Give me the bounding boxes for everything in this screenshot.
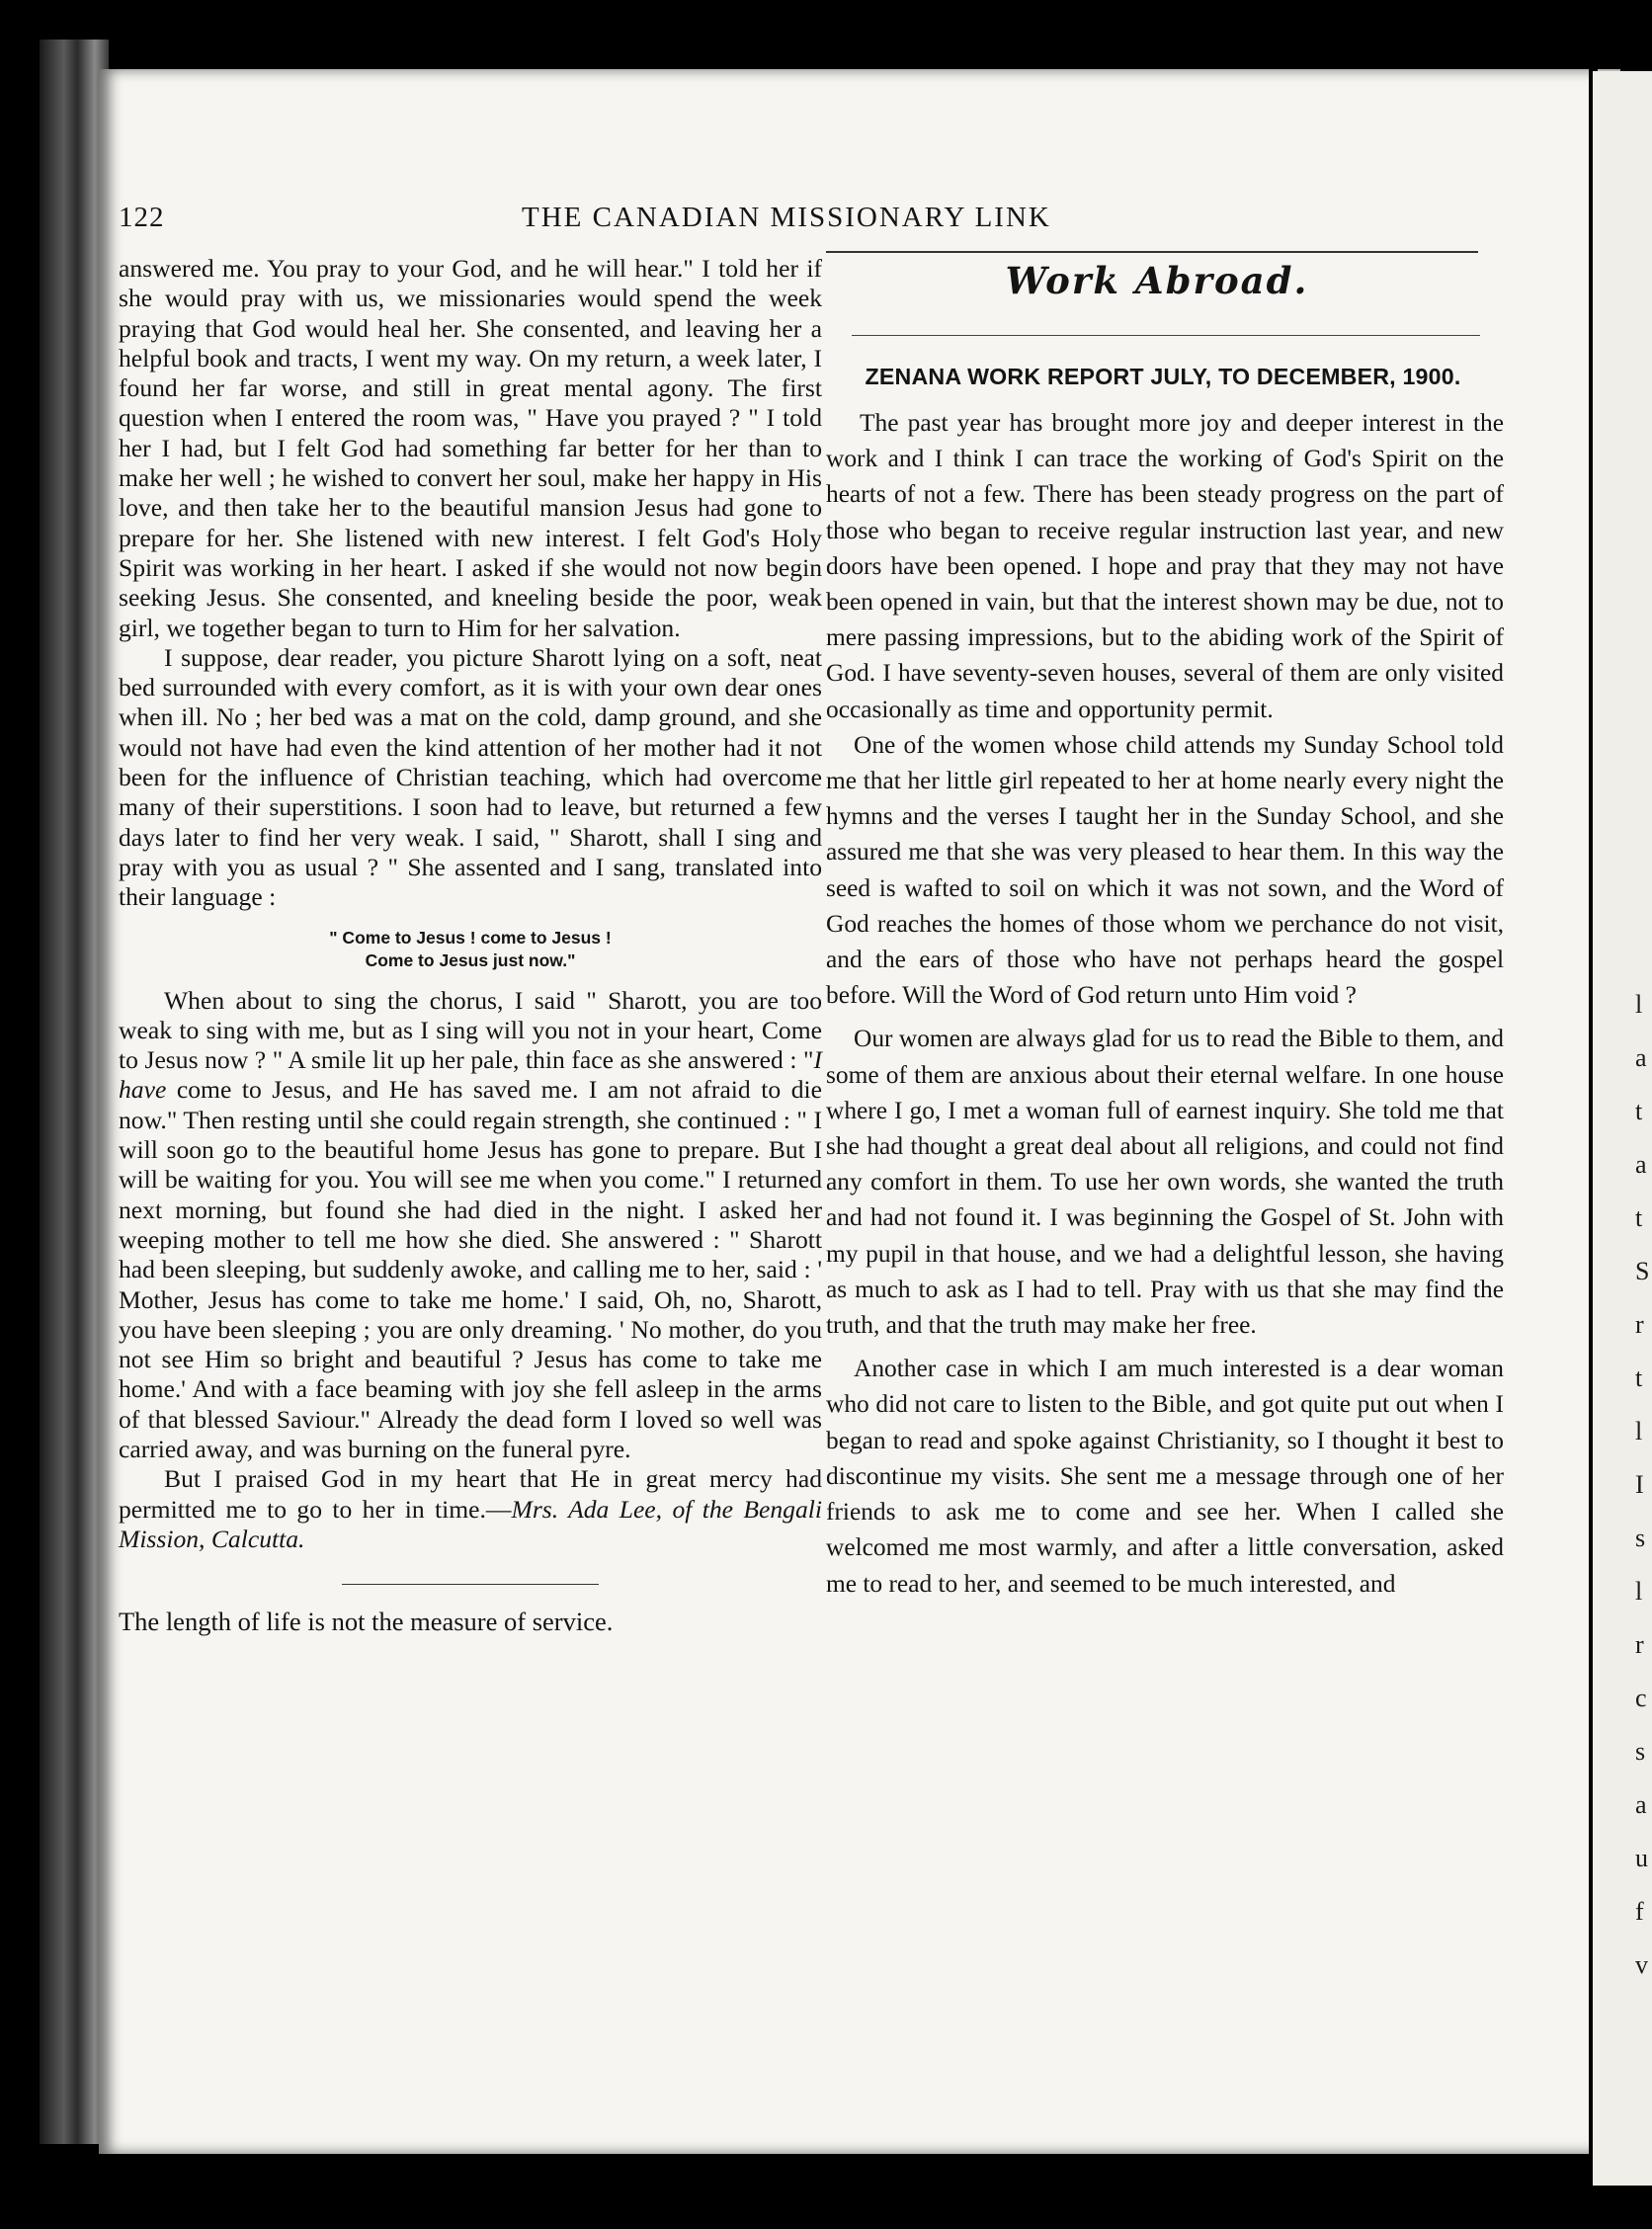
facing-page-letter: s <box>1635 1524 1646 1552</box>
emphasis-text: I have <box>119 1045 822 1105</box>
hymn-line: " Come to Jesus ! come to Jesus ! <box>329 927 612 948</box>
closing-line: The length of life is not the measure of service. <box>119 1607 614 1637</box>
facing-page-letter: t <box>1635 1363 1643 1392</box>
heading-rule-top <box>826 251 1478 253</box>
facing-page-letter: a <box>1635 1790 1647 1819</box>
left-column <box>119 254 822 1636</box>
left-paragraph-2: I suppose, dear reader, you picture Sharott lying on a soft, neat bed surrounded with every comfort, as it is with your own dear ones when ill. No ; her bed was a mat on the cold, damp ground, and she would not have had even the kind attention of her mother had it not been for the influence of Christian teaching, which had overcome many of their superstitions. I soon had to leave, but returned a few days later to find her very weak. I said, " Sharott, shall I sing and pray with you as usual ? " She assented and I sang, translated into their language : <box>119 642 822 912</box>
paragraph-text: come to Jesus, and He has saved me. I am not afraid to die now." Then resting until she could regain strength, she continued : " I will soon go to the beautiful home Jesus has gone to prepare. But I will be waiting for you. You will see me when you come." I returned next morning, but found she had died in the night. I asked her weeping mother to tell me how she died. She answered : " Sharott had been sleeping, but suddenly awoke, and calling me to her, said : ' Mother, Jesus has come to take me home.' I said, Oh, no, Sharott, you have been sleeping ; you are only dreaming. ' No mother, do you not see Him so bright and beautiful ? Jesus has come to take me home.' And with a face beaming with joy she fell asleep in the arms of that blessed Saviour." Already the dead form I loved so well was carried away, and was burning on the funeral pyre. <box>119 1075 822 1463</box>
facing-page-letter: l <box>1635 1577 1643 1606</box>
page-number: 122 <box>119 202 165 233</box>
facing-page-letter: t <box>1635 1097 1643 1125</box>
section-divider <box>342 1584 599 1585</box>
right-column <box>826 342 1504 1602</box>
facing-page-letters <box>1635 978 1652 2006</box>
left-paragraph-3 <box>119 986 822 1465</box>
report-title: ZENANA WORK REPORT JULY, TO DECEMBER, 1900. <box>865 364 1461 389</box>
facing-page-letter: u <box>1635 1844 1648 1872</box>
heading-rule-bottom <box>852 335 1480 336</box>
facing-page-letter: r <box>1635 1310 1644 1339</box>
left-paragraph-1: answered me. You pray to your God, and he will hear." I told her if she would pray with us, we missionaries would spend the week praying that God would heal her. She consented, and leaving her a helpful book and tracts, I went my way. On my return, a week later, I found her far worse, and still in great mental agony. The first question when I entered the room was, " Have you prayed ? " I told her I had, but I felt God had something far better for her than to make her well ; he wished to convert her soul, make her happy in His love, and then take her to the beautiful mansion Jesus had gone to prepare for her. She listened with new interest. I felt God's Holy Spirit was working in her heart. I asked if she would not now begin seeking Jesus. She consented, and kneeling beside the poor, weak girl, we together began to turn to Him for her salvation. <box>119 254 822 642</box>
facing-page-letter: s <box>1635 1737 1646 1766</box>
paragraph-text: But I praised God in my heart that He in great mercy had permitted me to go to her in time.— <box>119 1464 822 1524</box>
facing-page-letter: f <box>1635 1897 1644 1926</box>
section-heading: Work Abroad. <box>1005 259 1309 302</box>
facing-page-letter: l <box>1635 990 1643 1019</box>
right-paragraph-2: One of the women whose child attends my Sunday School told me that her little girl repeated to her at home nearly every night the hymns and the verses I taught her in the Sunday School, and she assured me that she was very pleased to hear them. In this way the seed is wafted to soil on which it was not sown, and the Word of God reaches the homes of those whom we perchance do not visit, and the ears of those who have not perhaps heard the gospel before. Will the Word of God return unto Him void ? <box>826 730 1504 1010</box>
facing-page-letter: S <box>1635 1257 1650 1285</box>
facing-page-letter: t <box>1635 1203 1643 1232</box>
facing-page-letter: v <box>1635 1950 1648 1979</box>
facing-page-letter: I <box>1635 1470 1644 1499</box>
author-signoff: Mrs. Ada Lee, of the Bengali Mission, Calcutta. <box>119 1494 822 1553</box>
facing-page-letter: r <box>1635 1630 1644 1659</box>
paragraph-text: When about to sing the chorus, I said " Sharott, you are too weak to sing with me, but as I sing will you not in your heart, Come to Jesus now ? " A smile lit up her pale, thin face as she answered : " <box>119 985 822 1075</box>
right-paragraph-1: The past year has brought more joy and deeper interest in the work and I think I can trace the working of God's Spirit on the hearts of not a few. There has been steady progress on the part of those who began to receive regular instruction last year, and new doors have been opened. I hope and pray that they may not have been opened in vain, but that the interest shown may be due, not to mere passing impressions, but to the abiding work of the Spirit of God. I have seventy-seven houses, several of them are only visited occasionally as time and opportunity permit. <box>826 409 1504 723</box>
hymn-quote <box>119 927 822 972</box>
facing-page-letter: c <box>1635 1684 1647 1712</box>
facing-page-letter: a <box>1635 1043 1647 1072</box>
facing-page-letter: l <box>1635 1417 1643 1445</box>
hymn-line: Come to Jesus just now." <box>365 949 576 970</box>
journal-title: THE CANADIAN MISSIONARY LINK <box>522 202 1051 233</box>
left-paragraph-4 <box>119 1464 822 1554</box>
right-paragraph-4: Another case in which I am much interested is a dear woman who did not care to listen to the Bible, and got quite put out when I began to read and spoke against Christianity, so I thought it best to discontinue my visits. She sent me a message through one of her friends to ask me to come and see her. When I called she welcomed me most warmly, and after a little conversation, asked me to read to her, and seemed to be much interested, and <box>826 1355 1504 1598</box>
facing-page-letter: a <box>1635 1150 1647 1179</box>
running-head <box>119 202 1077 241</box>
right-paragraph-3: Our women are always glad for us to read the Bible to them, and some of them are anxious about their eternal welfare. In one house where I go, I met a woman full of earnest inquiry. She told me that she had thought a great deal about all religions, and could not find any comfort in them. To use her own words, she wanted the truth and had not found it. I was beginning the Gospel of St. John with my pupil in that house, and we had a delightful lesson, she having as much to ask as I had to tell. Pray with us that she may find the truth, and that the truth may make her free. <box>826 1025 1504 1340</box>
